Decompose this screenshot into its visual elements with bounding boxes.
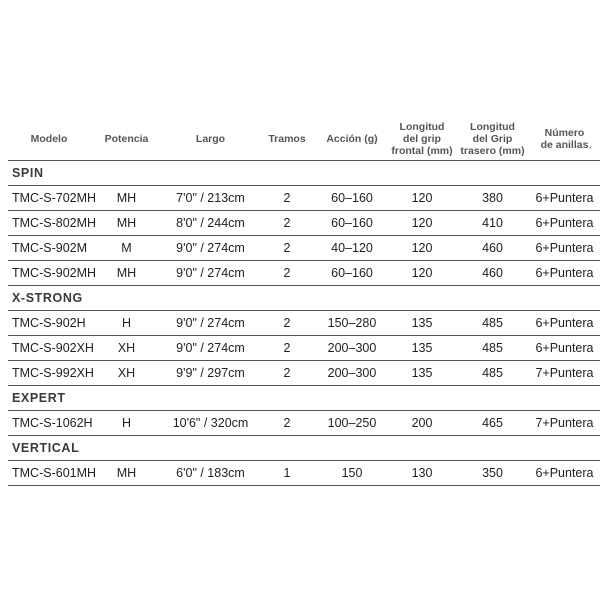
table-body [8,161,600,486]
table-row [8,261,600,286]
cell-accion: 60–160 [316,211,388,236]
table-row [8,311,600,336]
cell-largo: 8'0" / 244cm [163,211,258,236]
cell-tramos: 1 [258,461,316,486]
cell-grip-frontal: 120 [388,236,456,261]
cell-modelo: TMC-S-902XH [8,336,90,361]
cell-modelo: TMC-S-992XH [8,361,90,386]
cell-largo: 9'9" / 297cm [163,361,258,386]
section-row [8,286,600,311]
cell-potencia: XH [90,361,163,386]
table-row [8,361,600,386]
cell-grip-trasero: 460 [456,261,529,286]
cell-modelo: TMC-S-802MH [8,211,90,236]
cell-anillas: 6+Puntera [529,211,600,236]
section-title: VERTICAL [8,436,600,461]
cell-grip-frontal: 200 [388,411,456,436]
header-line: frontal (mm) [391,145,453,157]
header-anillas [529,118,600,161]
cell-tramos: 2 [258,361,316,386]
cell-grip-trasero: 485 [456,361,529,386]
cell-grip-trasero: 485 [456,336,529,361]
cell-largo: 9'0" / 274cm [163,261,258,286]
cell-potencia: H [90,311,163,336]
cell-largo: 10'6" / 320cm [163,411,258,436]
cell-grip-frontal: 130 [388,461,456,486]
cell-tramos: 2 [258,186,316,211]
cell-grip-frontal: 120 [388,211,456,236]
header-line: Tramos [268,133,306,145]
header-grip-trasero [456,118,529,161]
section-title: EXPERT [8,386,600,411]
header-grip-frontal [388,118,456,161]
cell-anillas: 6+Puntera [529,336,600,361]
header-accion [316,118,388,161]
cell-tramos: 2 [258,336,316,361]
cell-accion: 200–300 [316,336,388,361]
cell-accion: 60–160 [316,261,388,286]
section-row [8,386,600,411]
cell-anillas: 6+Puntera [529,261,600,286]
header-modelo [8,118,90,161]
table-row [8,186,600,211]
cell-modelo: TMC-S-702MH [8,186,90,211]
table-row [8,236,600,261]
table-row [8,411,600,436]
cell-potencia: M [90,236,163,261]
cell-modelo: TMC-S-902MH [8,261,90,286]
cell-grip-trasero: 350 [456,461,529,486]
cell-grip-trasero: 485 [456,311,529,336]
header-tramos [258,118,316,161]
section-title: SPIN [8,161,600,186]
cell-accion: 150 [316,461,388,486]
table-header-row [8,118,600,161]
cell-tramos: 2 [258,211,316,236]
header-potencia [90,118,163,161]
cell-anillas: 7+Puntera [529,361,600,386]
cell-accion: 40–120 [316,236,388,261]
cell-grip-frontal: 135 [388,311,456,336]
table-row [8,461,600,486]
cell-tramos: 2 [258,311,316,336]
header-line: trasero (mm) [460,145,525,157]
cell-anillas: 6+Puntera [529,311,600,336]
cell-potencia: MH [90,261,163,286]
section-title: X-STRONG [8,286,600,311]
cell-largo: 9'0" / 274cm [163,236,258,261]
section-row [8,436,600,461]
cell-grip-frontal: 135 [388,336,456,361]
header-line: Número [544,127,585,139]
cell-largo: 7'0" / 213cm [163,186,258,211]
cell-anillas: 6+Puntera [529,236,600,261]
cell-grip-trasero: 465 [456,411,529,436]
cell-tramos: 2 [258,261,316,286]
cell-largo: 9'0" / 274cm [163,336,258,361]
cell-potencia: MH [90,186,163,211]
header-line: Potencia [104,133,149,145]
header-line: Acción (g) [326,133,378,145]
header-line: de anillas [540,139,589,151]
cell-grip-frontal: 120 [388,261,456,286]
header-line: del grip [403,133,441,145]
cell-modelo: TMC-S-1062H [8,411,90,436]
cell-anillas: 6+Puntera [529,461,600,486]
header-line: Largo [195,133,226,145]
cell-accion: 200–300 [316,361,388,386]
cell-grip-trasero: 460 [456,236,529,261]
cell-grip-frontal: 135 [388,361,456,386]
header-line: Modelo [30,133,68,145]
cell-accion: 60–160 [316,186,388,211]
cell-grip-trasero: 410 [456,211,529,236]
cell-modelo: TMC-S-902M [8,236,90,261]
cell-accion: 100–250 [316,411,388,436]
rod-spec-table [8,118,600,486]
header-line: Longitud [470,121,515,133]
cell-anillas: 7+Puntera [529,411,600,436]
cell-potencia: MH [90,461,163,486]
table-row [8,211,600,236]
cell-potencia: MH [90,211,163,236]
header-largo [163,118,258,161]
cell-tramos: 2 [258,411,316,436]
cell-accion: 150–280 [316,311,388,336]
cell-modelo: TMC-S-601MH [8,461,90,486]
header-line: del Grip [472,133,513,145]
cell-potencia: H [90,411,163,436]
cell-grip-trasero: 380 [456,186,529,211]
cell-modelo: TMC-S-902H [8,311,90,336]
header-line: Longitud [399,121,445,133]
cell-potencia: XH [90,336,163,361]
cell-tramos: 2 [258,236,316,261]
cell-grip-frontal: 120 [388,186,456,211]
cell-largo: 6'0" / 183cm [163,461,258,486]
cell-anillas: 6+Puntera [529,186,600,211]
table-row [8,336,600,361]
section-row [8,161,600,186]
cropped-column-marker: · [589,143,593,154]
cell-largo: 9'0" / 274cm [163,311,258,336]
